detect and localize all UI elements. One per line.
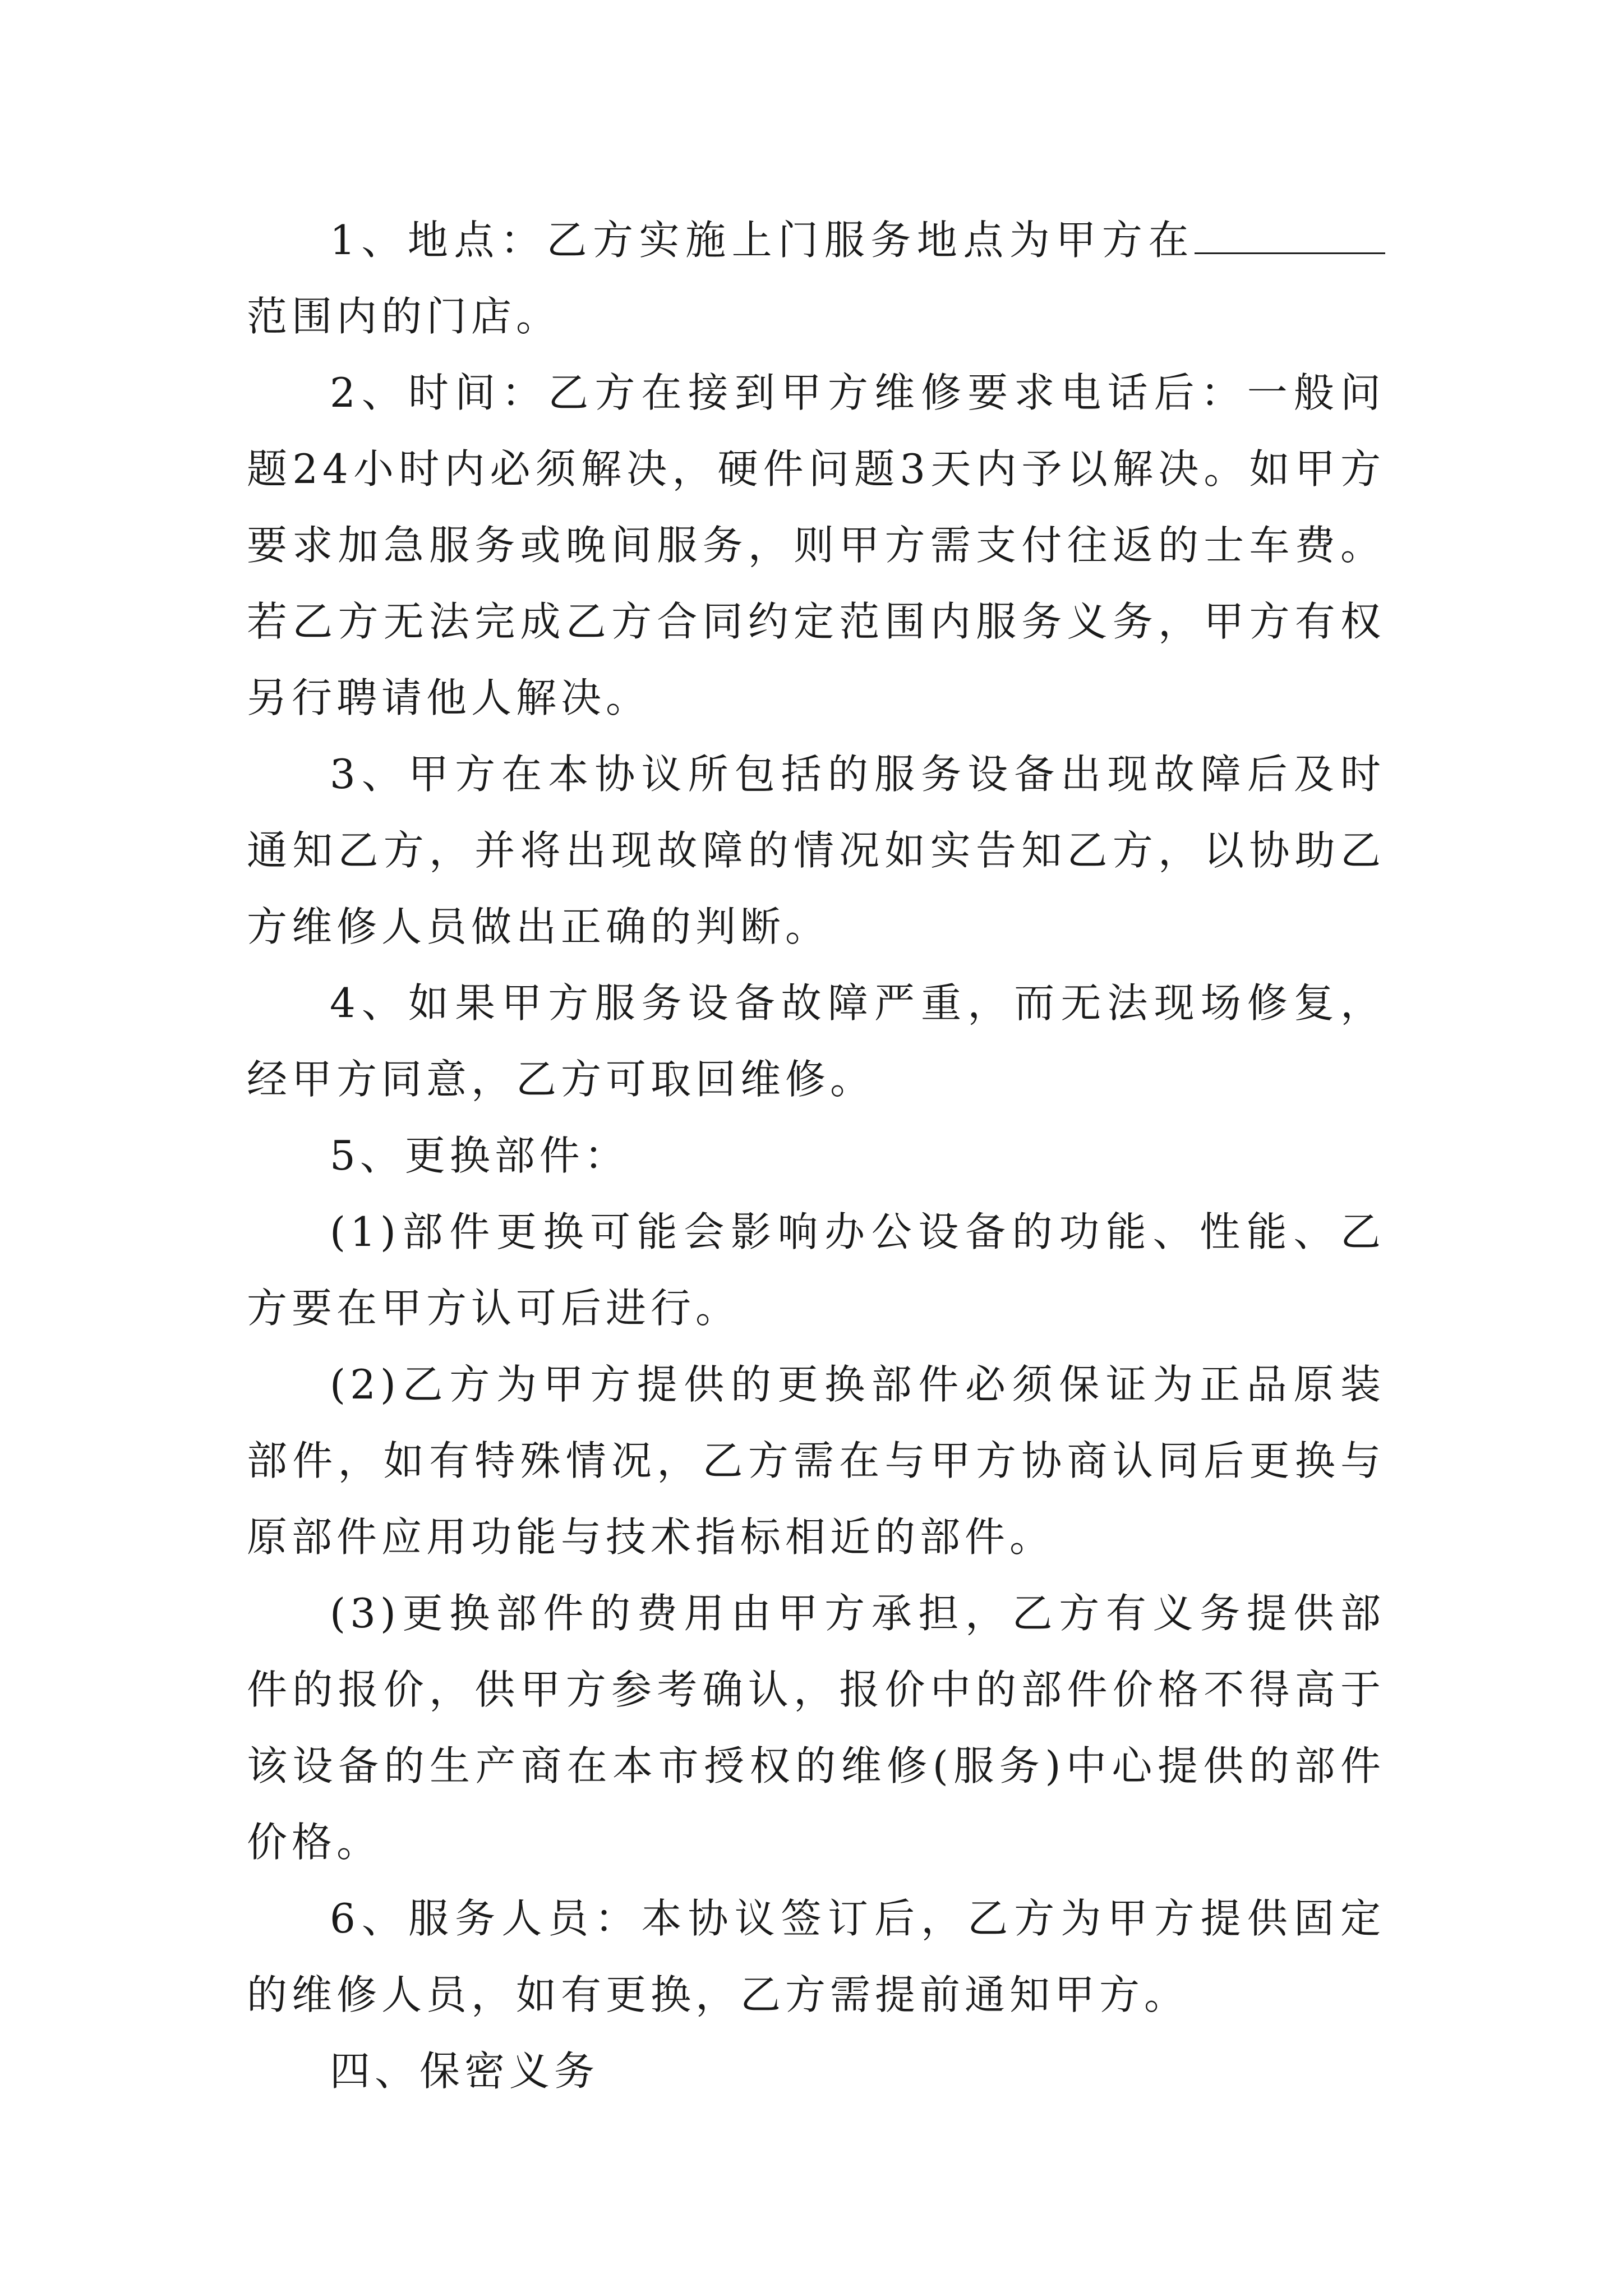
section-heading-confidentiality: 四、保密义务 <box>330 2047 600 2095</box>
clause-time: 2、时间：乙方在接到甲方维修要求电话后：一般问题24小时内必须解决，硬件问题3天内予以解决。如甲方要求加急服务或晚间服务，则甲方需支付往返的士车费。若乙方无法完成乙方合同约定范围内服务义务，甲方有权另行聘请他人解决。 <box>247 369 1385 721</box>
clause-location-text-end: 范围内的门店。 <box>247 293 561 340</box>
document-page <box>247 202 1385 2109</box>
location-blank-line <box>1195 212 1385 254</box>
clause-offsite-repair: 4、如果甲方服务设备故障严重，而无法现场修复，经甲方同意，乙方可取回维修。 <box>247 979 1385 1103</box>
clause-service-staff: 6、服务人员：本协议签订后，乙方为甲方提供固定的维修人员，如有更换，乙方需提前通知甲方。 <box>247 1895 1385 2018</box>
clause-location-text: 1、地点：乙方实施上门服务地点为甲方在 <box>330 217 1195 264</box>
clause-fault-notice: 3、甲方在本协议所包括的服务设备出现故障后及时通知乙方，并将出现故障的情况如实告知乙方，以协助乙方维修人员做出正确的判断。 <box>247 751 1385 950</box>
subclause-parts-genuine: (2)乙方为甲方提供的更换部件必须保证为正品原装部件，如有特殊情况，乙方需在与甲方协商认同后更换与原部件应用功能与技术指标相近的部件。 <box>247 1361 1385 1561</box>
clause-location <box>247 202 1385 355</box>
subclause-parts-approval: (1)部件更换可能会影响办公设备的功能、性能、乙方要在甲方认可后进行。 <box>247 1208 1385 1332</box>
clause-parts-replacement: 5、更换部件： <box>330 1132 629 1179</box>
subclause-parts-cost: (3)更换部件的费用由甲方承担，乙方有义务提供部件的报价，供甲方参考确认，报价中的部件价格不得高于该设备的生产商在本市授权的维修(服务)中心提供的部件价格。 <box>247 1590 1385 1866</box>
